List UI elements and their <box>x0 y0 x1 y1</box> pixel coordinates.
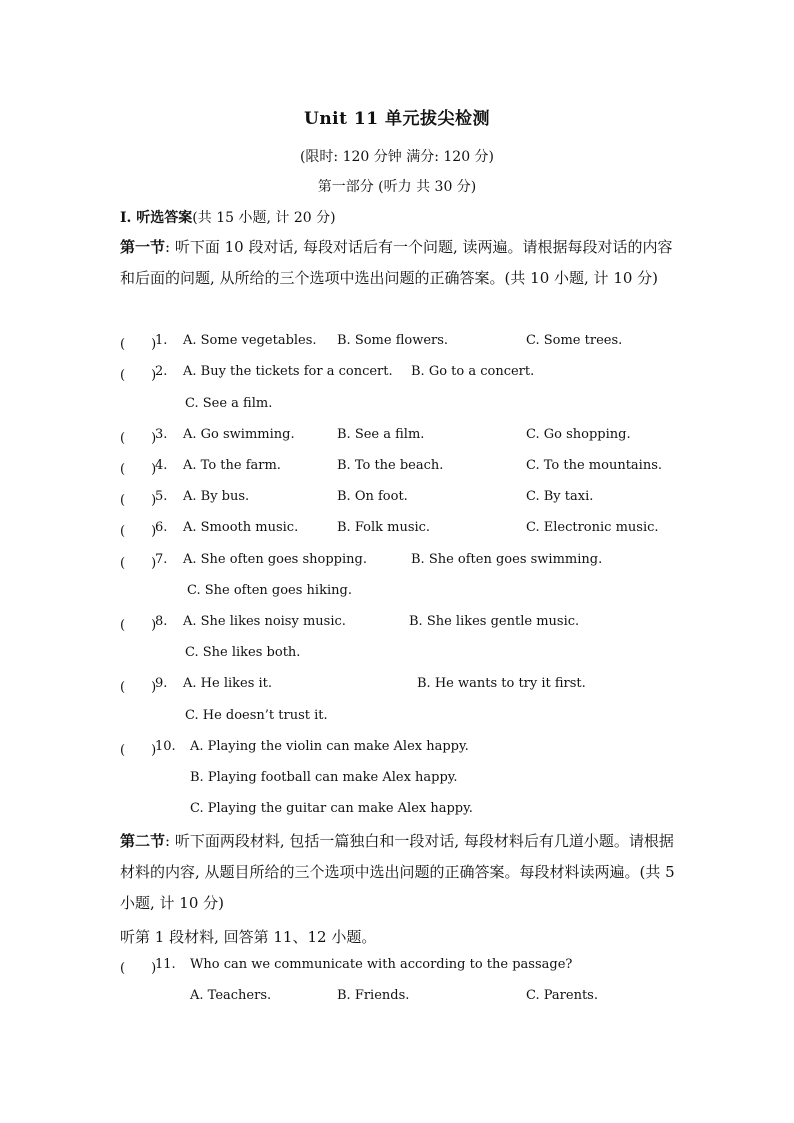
material-1-instruction: 听第 1 段材料, 回答第 11、12 小题。 <box>120 928 377 946</box>
option-c: C. To the mountains. <box>526 458 662 473</box>
jie1-label: 第一节 <box>120 238 166 256</box>
option-a: A. Playing the violin can make Alex happy. <box>190 739 469 754</box>
option-a: A. He likes it. <box>183 676 273 691</box>
exam-limits: (限时: 120 分钟 满分: 120 分) <box>299 149 495 165</box>
option-a: A. She likes noisy music. <box>183 614 346 629</box>
question-number: 6. <box>155 520 168 535</box>
question-6 <box>120 520 680 540</box>
answer-blank[interactable]: ( ) <box>120 493 157 508</box>
option-c: C. Some trees. <box>526 333 623 348</box>
question-10-option-b: B. Playing football can make Alex happy. <box>190 770 458 785</box>
option-b: B. He wants to try it first. <box>417 676 586 691</box>
page-title: Unit 11 单元拔尖检测 <box>304 109 490 129</box>
section-heading <box>120 207 336 227</box>
option-a: A. Buy the tickets for a concert. <box>183 364 393 379</box>
option-b: B. Some flowers. <box>337 333 449 348</box>
answer-blank[interactable]: ( ) <box>120 368 157 383</box>
question-7-option-c: C. She often goes hiking. <box>187 583 352 598</box>
question-8-option-c: C. She likes both. <box>185 645 301 660</box>
question-8 <box>120 614 680 634</box>
option-b: B. She likes gentle music. <box>409 614 580 629</box>
answer-blank[interactable]: ( ) <box>120 524 157 539</box>
option-c: C. Go shopping. <box>526 427 631 442</box>
question-9 <box>120 676 680 696</box>
answer-blank[interactable]: ( ) <box>120 961 157 976</box>
option-a: A. Smooth music. <box>183 520 299 535</box>
question-10-option-c: C. Playing the guitar can make Alex happy. <box>190 801 473 816</box>
question-11 <box>120 957 680 977</box>
option-a: A. Teachers. <box>190 988 272 1003</box>
answer-blank[interactable]: ( ) <box>120 743 157 758</box>
option-b: B. To the beach. <box>337 458 444 473</box>
question-number: 8. <box>155 614 168 629</box>
question-2-option-c: C. See a film. <box>185 396 273 411</box>
option-b: B. Go to a concert. <box>411 364 535 379</box>
option-b: B. See a film. <box>337 427 425 442</box>
question-5 <box>120 489 680 509</box>
question-1 <box>120 333 680 353</box>
option-a: A. She often goes shopping. <box>183 552 367 567</box>
jie2-label: 第二节 <box>120 832 166 850</box>
question-stem: Who can we communicate with according to the passage? <box>190 957 573 972</box>
answer-blank[interactable]: ( ) <box>120 556 157 571</box>
question-number: 3. <box>155 427 168 442</box>
option-b: B. On foot. <box>337 489 408 504</box>
answer-blank[interactable]: ( ) <box>120 431 157 446</box>
question-number: 1. <box>155 333 168 348</box>
question-7 <box>120 552 680 572</box>
question-number: 2. <box>155 364 168 379</box>
option-b: B. Friends. <box>337 988 410 1003</box>
answer-blank[interactable]: ( ) <box>120 462 157 477</box>
section-heading-detail: (共 15 小题, 计 20 分) <box>192 210 336 226</box>
question-number: 7. <box>155 552 168 567</box>
option-c: C. By taxi. <box>526 489 594 504</box>
question-10 <box>120 739 680 759</box>
jie1-instructions <box>120 232 680 294</box>
question-3 <box>120 427 680 447</box>
question-number: 9. <box>155 676 168 691</box>
question-number: 11. <box>155 957 176 972</box>
section-heading-label: I. 听选答案 <box>120 210 193 226</box>
option-c: C. Parents. <box>526 988 598 1003</box>
option-b: B. She often goes swimming. <box>411 552 603 567</box>
jie1-text: : 听下面 10 段对话, 每段对话后有一个问题, 读两遍。请根据每段对话的内容和后面的问题, 从所给的三个选项中选出问题的正确答案。(共 10 小题, 计 10 分) <box>120 238 673 287</box>
answer-blank[interactable]: ( ) <box>120 337 157 352</box>
jie2-instructions <box>120 826 680 919</box>
question-2 <box>120 364 680 384</box>
option-a: A. Some vegetables. <box>183 333 317 348</box>
question-11-options <box>120 988 680 1008</box>
answer-blank[interactable]: ( ) <box>120 618 157 633</box>
answer-blank[interactable]: ( ) <box>120 680 157 695</box>
question-number: 10. <box>155 739 176 754</box>
option-c: C. Electronic music. <box>526 520 659 535</box>
question-9-option-c: C. He doesn’t trust it. <box>185 708 328 723</box>
jie2-text: : 听下面两段材料, 包括一篇独白和一段对话, 每段材料后有几道小题。请根据材料的内容, 从题目所给的三个选项中选出问题的正确答案。每段材料读两遍。(共 5 小题, 计 10 分) <box>120 832 675 912</box>
question-number: 4. <box>155 458 168 473</box>
question-4 <box>120 458 680 478</box>
option-a: A. By bus. <box>183 489 250 504</box>
option-b: B. Folk music. <box>337 520 431 535</box>
option-a: A. Go swimming. <box>183 427 295 442</box>
option-a: A. To the farm. <box>183 458 281 473</box>
question-number: 5. <box>155 489 168 504</box>
part-heading: 第一部分 (听力 共 30 分) <box>317 179 477 195</box>
